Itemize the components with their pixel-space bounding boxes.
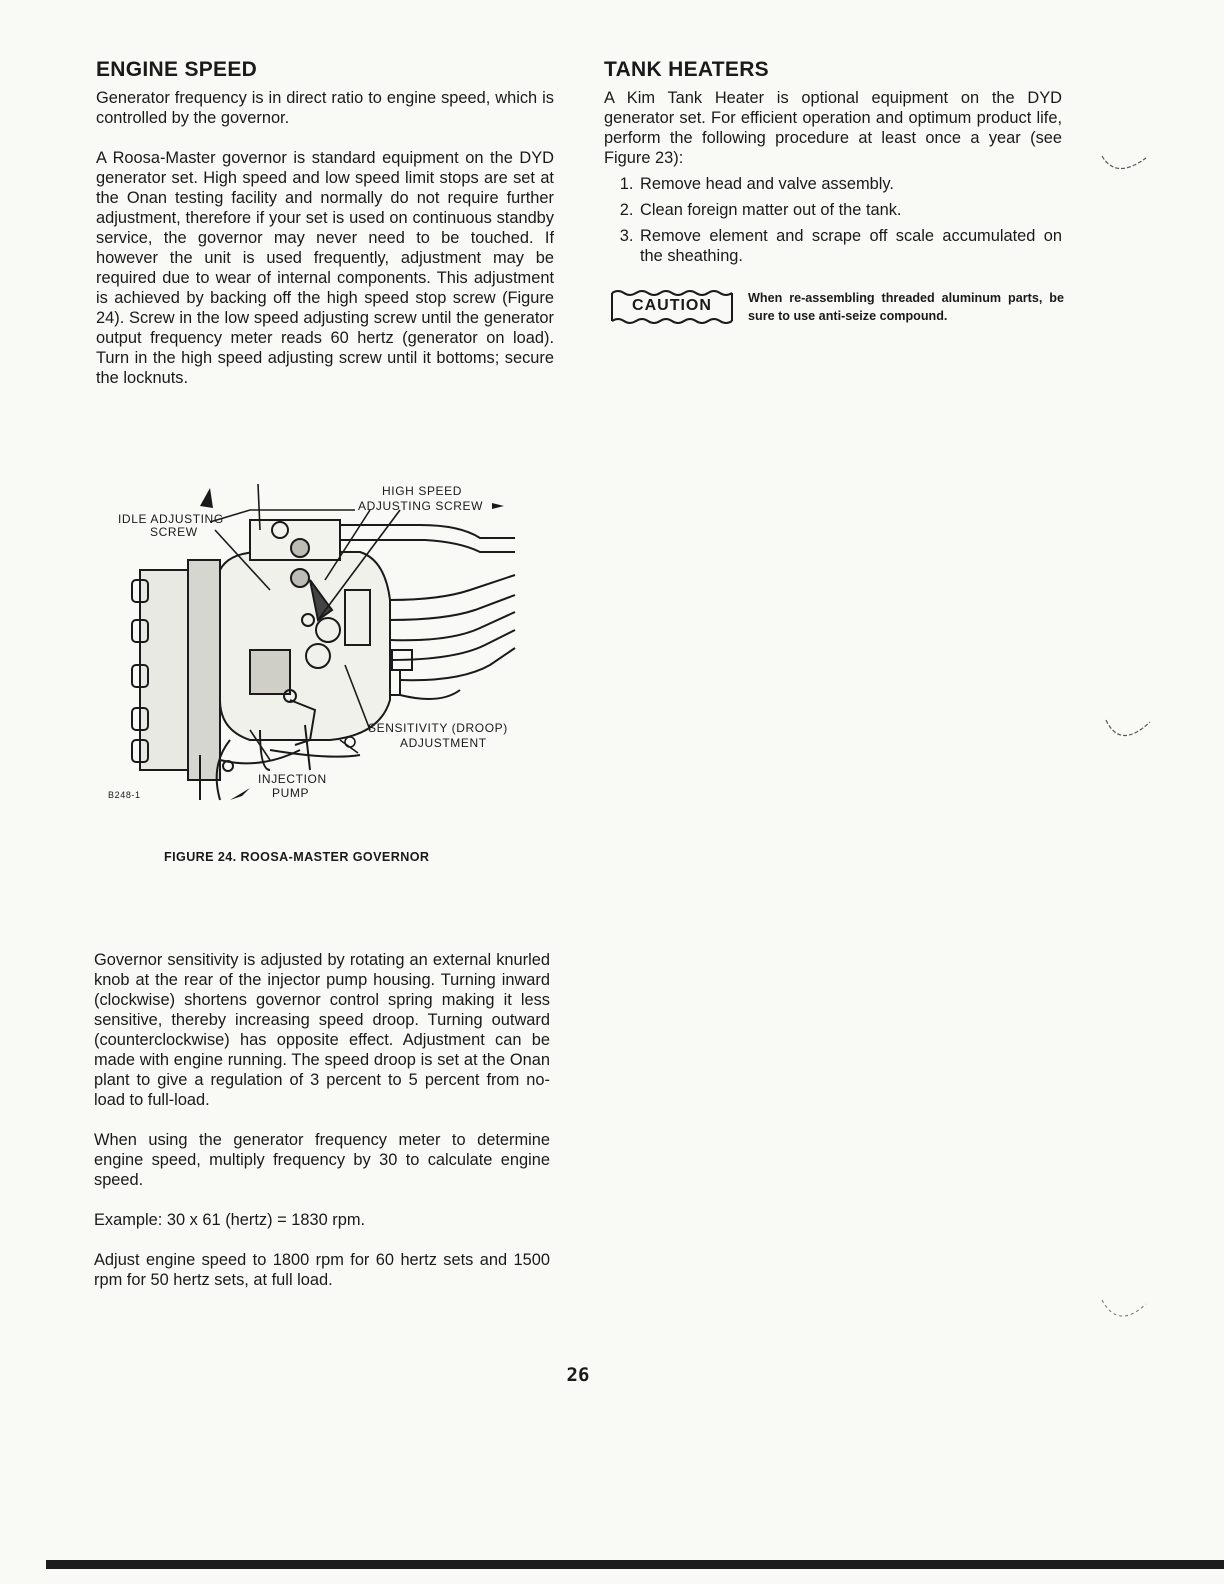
engine-speed-example: Example: 30 x 61 (hertz) = 1830 rpm. (94, 1211, 366, 1229)
caution-notice (608, 287, 1064, 327)
engine-speed-paragraph-1: Generator frequency is in direct ratio to engine speed, which is controlled by the governor. (96, 89, 554, 127)
figure-24 (100, 470, 540, 810)
caution-text: When re-assembling threaded aluminum parts, be sure to use anti-seize compound. (748, 291, 1064, 323)
label-idle-line1: IDLE ADJUSTING (118, 512, 224, 526)
tank-heaters-section (604, 58, 1062, 272)
tank-heaters-heading: TANK HEATERS (604, 58, 769, 81)
caution-label: CAUTION (632, 297, 712, 314)
governor-sensitivity-section (94, 950, 550, 1290)
page-number: 26 (566, 1364, 590, 1386)
label-injection-line1: INJECTION (258, 772, 327, 786)
step-item: 1. Remove head and valve assembly. (638, 174, 1062, 194)
label-sensitivity-line1: SENSITIVITY (DROOP) (368, 721, 508, 735)
engine-speed-paragraph-2: A Roosa-Master governor is standard equipment on the DYD generator set. High speed and low speed limit stops are set at the Onan testing facility and normally do not require further adjustment, therefore if your set is used on continuous standby service, the governor may never need to be touched. If however the unit is used frequently, adjustment may be required due to wear of internal components. This adjustment is achieved by backing off the high speed stop screw (Figure 24). Screw in the low speed adjusting screw until the generator output frequency meter reads 60 hertz (generator on load). Turn in the high speed adjusting screw until it bottoms; secure the locknuts. (96, 149, 554, 387)
engine-speed-paragraph-6: Adjust engine speed to 1800 rpm for 60 hertz sets and 1500 rpm for 50 hertz sets, at full load. (94, 1251, 550, 1289)
label-sensitivity-line2: ADJUSTMENT (400, 736, 487, 750)
step-item: 2. Clean foreign matter out of the tank. (638, 200, 1062, 220)
label-high-speed-line2: ADJUSTING SCREW (358, 499, 484, 513)
tank-heaters-intro: A Kim Tank Heater is optional equipment on the DYD generator set. For efficient operation and optimum product life, perform the following procedure at least once a year (see Figure 23): (604, 89, 1062, 167)
caution-badge (608, 289, 736, 323)
engine-speed-section (96, 58, 554, 388)
bottom-rule (46, 1560, 1224, 1569)
label-idle-line2: SCREW (150, 525, 198, 539)
drawing-number: B248-1 (108, 790, 141, 800)
engine-speed-heading: ENGINE SPEED (96, 58, 258, 81)
label-high-speed-line1: HIGH SPEED (382, 484, 463, 498)
label-injection-line2: PUMP (272, 786, 310, 800)
figure-caption: FIGURE 24. ROOSA-MASTER GOVERNOR (164, 850, 430, 864)
engine-speed-paragraph-3: Governor sensitivity is adjusted by rotating an external knurled knob at the rear of the injector pump housing. Turning inward (clockwise) shortens governor control spring making it less sensitive, thereby increasing speed droop. Turning outward (counterclockwise) has opposite effect. Adjustment can be made with engine running. The speed droop is set at the Onan plant to give a regulation of 3 percent to 5 percent from no-load to full-load. (94, 951, 550, 1109)
margin-curve-mark (1096, 148, 1156, 188)
step-item: 3. Remove element and scrape off scale accumulated on the sheathing. (638, 226, 1062, 266)
engine-speed-paragraph-4: When using the generator frequency meter to determine engine speed, multiply frequency by 30 to calculate engine speed. (94, 1131, 550, 1189)
tank-heater-steps (604, 174, 1062, 266)
margin-curve-mark (1096, 1292, 1156, 1332)
margin-curve-mark (1100, 712, 1160, 752)
